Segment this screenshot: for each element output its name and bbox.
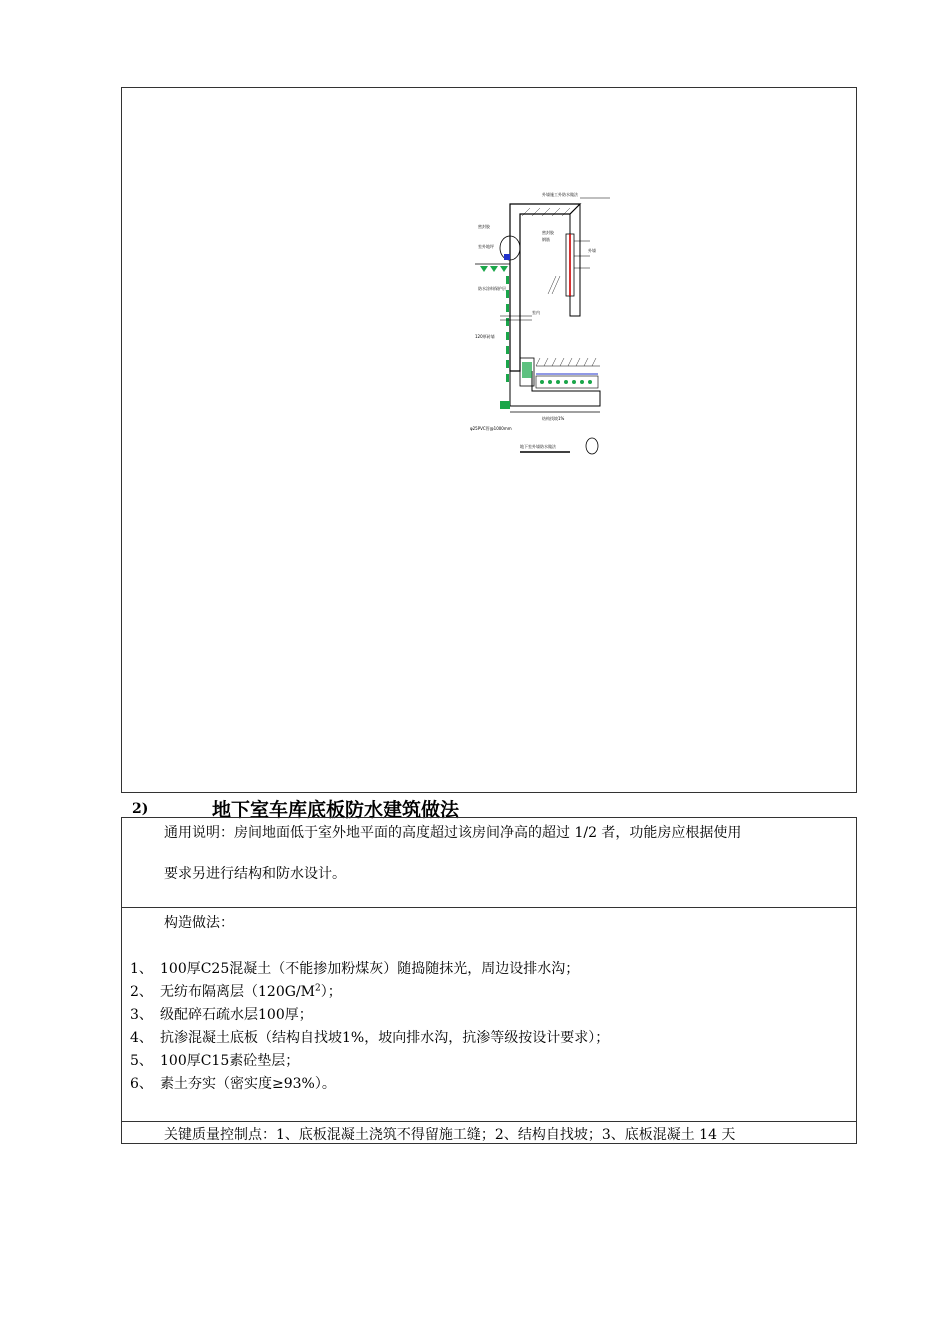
svg-text:防水涂料保护层: 防水涂料保护层 [478, 286, 506, 291]
svg-text:外墙施工外防水做法: 外墙施工外防水做法 [542, 192, 578, 197]
svg-text:钢筋: 钢筋 [542, 237, 550, 242]
construction-step: 4、 抗渗混凝土底板（结构自找坡1%，坡向排水沟，抗渗等级按设计要求）； [130, 1030, 610, 1046]
waterproof-detail-drawing [470, 186, 615, 461]
svg-text:120厚砖墙: 120厚砖墙 [475, 334, 495, 339]
construction-step: 6、 素土夯实（密实度≥93%）。 [130, 1076, 336, 1092]
construction-step: 3、 级配碎石疏水层100厚； [130, 1007, 313, 1023]
section-title: 地下室车库底板防水建筑做法 [212, 799, 460, 821]
construction-label: 构造做法： [164, 915, 234, 931]
construction-step: 1、 100厚C25混凝土（不能掺加粉煤灰）随捣随抹光，周边设排水沟； [130, 961, 580, 977]
svg-text:外墙: 外墙 [588, 248, 596, 253]
svg-text:结构找坡1%: 结构找坡1% [542, 416, 565, 421]
construction-row [122, 908, 856, 1122]
svg-text:地下室外墙防水做法: 地下室外墙防水做法 [520, 444, 556, 449]
construction-step: 2、 无纺布隔离层$(120G/M^2)$； [130, 983, 342, 1000]
construction-step: 5、 100厚C15素砼垫层； [130, 1053, 300, 1069]
svg-text:室内: 室内 [532, 310, 540, 315]
general-note-row [122, 818, 856, 908]
general-note-line-1: 通用说明：房间地面低于室外地平面的高度超过该房间净高的超过 1/2 者，功能房应根据使用 [164, 825, 742, 841]
svg-text:室外地坪: 室外地坪 [478, 244, 494, 249]
quality-control-text: 关键质量控制点：1、底板混凝土浇筑不得留施工缝；2、结构自找坡；3、底板混凝土 14 天 [164, 1127, 736, 1143]
section-number: 2) [132, 801, 149, 817]
quality-control-row [122, 1122, 856, 1143]
spec-table [121, 817, 857, 1144]
svg-text:密封胶: 密封胶 [478, 224, 490, 229]
svg-text:φ25PVC管@1000mm: φ25PVC管@1000mm [470, 426, 512, 431]
svg-text:密封胶: 密封胶 [542, 230, 554, 235]
general-note-line-2: 要求另进行结构和防水设计。 [164, 866, 346, 882]
